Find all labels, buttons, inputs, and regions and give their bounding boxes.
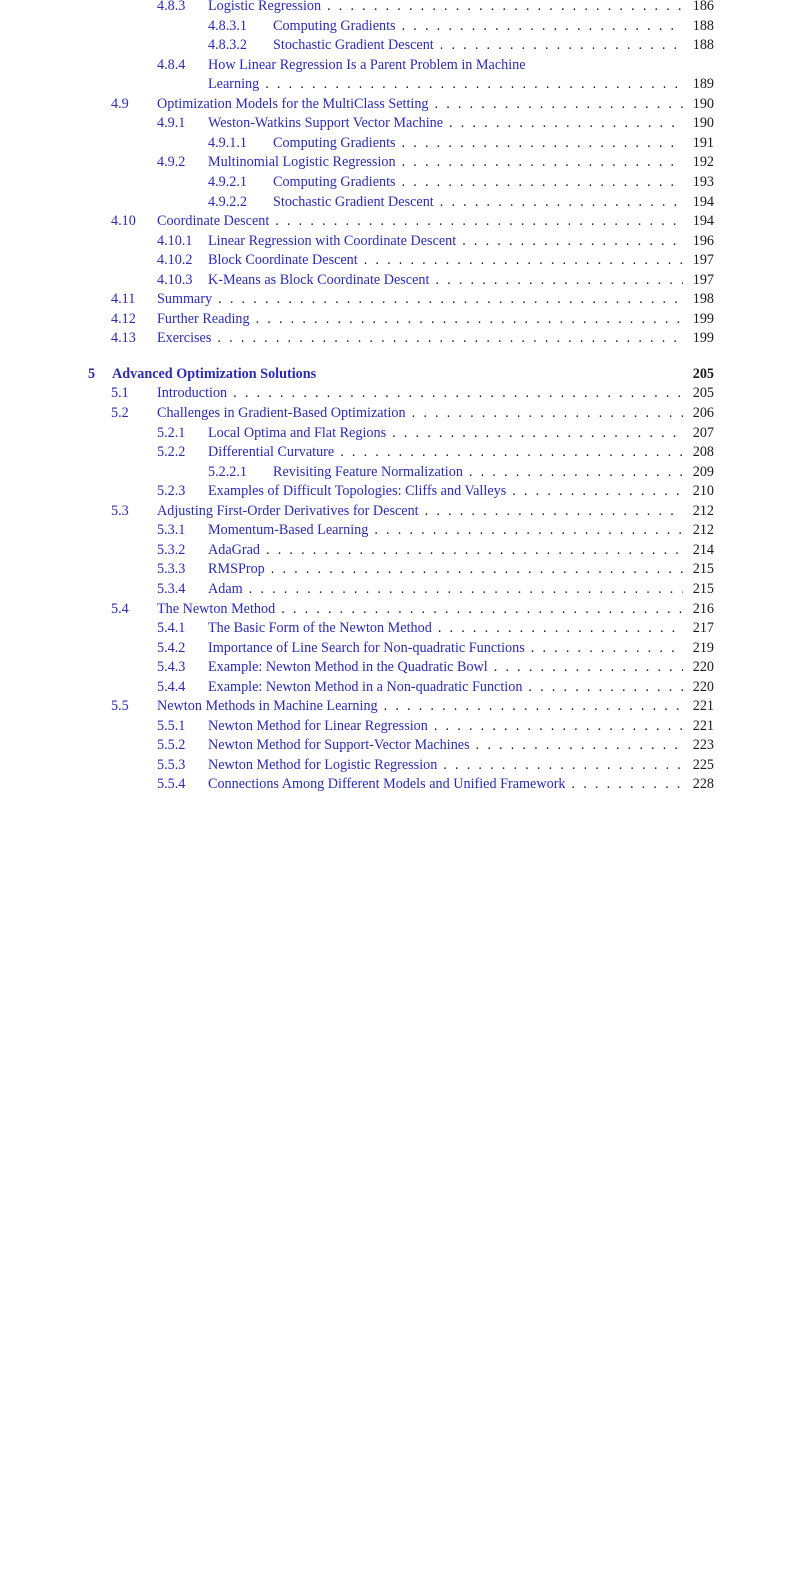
toc-entry-title[interactable]: RMSProp bbox=[208, 561, 265, 578]
toc-entry-title[interactable]: K-Means as Block Coordinate Descent bbox=[208, 271, 430, 288]
toc-entry[interactable] bbox=[0, 113, 800, 133]
toc-entry[interactable] bbox=[0, 270, 800, 290]
toc-entry-title-row bbox=[273, 172, 683, 192]
toc-entry-number: 4.10.3 bbox=[157, 271, 193, 288]
toc-entry-number: 5.5.4 bbox=[157, 776, 186, 793]
toc-entry[interactable] bbox=[0, 677, 800, 697]
toc-entry-title[interactable]: Optimization Models for the MultiClass Setting bbox=[157, 95, 429, 112]
toc-entry-title[interactable]: The Newton Method bbox=[157, 600, 276, 617]
toc-entry[interactable] bbox=[0, 501, 800, 521]
dot-leader bbox=[400, 152, 683, 172]
toc-entry-number: 4.8.3.1 bbox=[208, 17, 248, 34]
toc-entry-page-number: 199 bbox=[692, 310, 714, 327]
toc-entry-page-number: 205 bbox=[692, 385, 714, 402]
toc-entry-title-row bbox=[208, 618, 683, 638]
toc-entry-title[interactable]: Adam bbox=[208, 580, 243, 597]
toc-entry-title-row bbox=[208, 520, 683, 540]
toc-entry-page-number: 215 bbox=[692, 561, 714, 578]
toc-entry[interactable] bbox=[0, 309, 800, 329]
toc-entry[interactable] bbox=[0, 481, 800, 501]
dot-leader bbox=[447, 113, 683, 133]
dot-leader bbox=[436, 618, 683, 638]
toc-entry-page-number: 212 bbox=[692, 522, 714, 539]
toc-entry-page-number: 190 bbox=[692, 95, 714, 112]
toc-entry-title[interactable]: Momentum-Based Learning bbox=[208, 522, 369, 539]
toc-entry-title-row bbox=[208, 152, 683, 172]
toc-entry-page-number: 225 bbox=[692, 756, 714, 773]
dot-leader bbox=[460, 231, 683, 251]
toc-entry-title[interactable]: Block Coordinate Descent bbox=[208, 252, 358, 269]
toc-entry-title[interactable]: Computing Gradients bbox=[273, 173, 396, 190]
dot-leader bbox=[432, 716, 683, 736]
dot-leader bbox=[325, 0, 683, 16]
toc-entry-number: 5.4.4 bbox=[157, 678, 186, 695]
toc-entry-page-number: 190 bbox=[692, 115, 714, 132]
toc-entry[interactable] bbox=[0, 774, 800, 794]
toc-entry-title-row bbox=[157, 501, 683, 521]
toc-entry-page-number: 199 bbox=[692, 330, 714, 347]
toc-entry-page-number: 206 bbox=[692, 405, 714, 421]
dot-leader bbox=[390, 423, 683, 443]
toc-entry-title[interactable]: Exercises bbox=[157, 330, 212, 347]
toc-entry-title[interactable]: Stochastic Gradient Descent bbox=[273, 193, 434, 210]
dot-leader bbox=[410, 403, 683, 423]
toc-entry-number: 5.3.3 bbox=[157, 561, 186, 578]
toc-entry-title[interactable]: How Linear Regression Is a Parent Problem in Machine bbox=[208, 56, 526, 73]
toc-entry-page-number: 221 bbox=[692, 717, 714, 734]
toc-entry[interactable] bbox=[0, 383, 800, 403]
dot-leader bbox=[492, 657, 683, 677]
toc-entry-page-number: 207 bbox=[692, 424, 714, 441]
toc-entry-number: 5.4.3 bbox=[157, 659, 186, 676]
toc-entry-title[interactable]: Further Reading bbox=[157, 310, 250, 327]
toc-entry-title[interactable]: Advanced Optimization Solutions bbox=[112, 365, 317, 382]
toc-entry-page-number: 197 bbox=[692, 271, 714, 288]
toc-entry-title-row bbox=[273, 192, 683, 212]
toc-entry-page-number: 191 bbox=[692, 134, 714, 151]
dot-leader bbox=[338, 442, 683, 462]
toc-entry-title[interactable]: Example: Newton Method in the Quadratic Bowl bbox=[208, 659, 488, 676]
toc-entry-page-number: 194 bbox=[692, 213, 714, 230]
toc-entry[interactable] bbox=[0, 657, 800, 677]
toc-entry-page-number: 215 bbox=[692, 580, 714, 597]
dot-leader bbox=[526, 677, 683, 697]
dot-leader bbox=[433, 94, 683, 114]
dot-leader bbox=[474, 735, 683, 755]
toc-entry-title-row bbox=[157, 289, 683, 309]
toc-entry[interactable] bbox=[0, 94, 800, 114]
dot-leader bbox=[372, 520, 683, 540]
toc-entry[interactable] bbox=[0, 250, 800, 270]
toc-entry-title[interactable]: Computing Gradients bbox=[273, 134, 396, 151]
toc-entry[interactable] bbox=[0, 35, 800, 55]
dot-leader bbox=[570, 774, 683, 794]
toc-entry-number: 5.2 bbox=[111, 405, 129, 421]
toc-entry-title-row bbox=[157, 328, 683, 348]
toc-entry-title-row bbox=[208, 579, 683, 599]
dot-leader bbox=[216, 289, 683, 309]
dot-leader bbox=[400, 133, 683, 153]
toc-entry-title-row bbox=[273, 16, 683, 36]
toc-entry-title[interactable]: Examples of Difficult Topologies: Cliffs and Valleys bbox=[208, 483, 507, 500]
toc-entry[interactable] bbox=[0, 16, 800, 36]
toc-entry[interactable] bbox=[0, 192, 800, 212]
toc-entry-title-row bbox=[208, 677, 683, 697]
toc-entry-title[interactable]: Challenges in Gradient-Based Optimization bbox=[157, 405, 406, 421]
toc-entry-title[interactable]: Computing Gradients bbox=[273, 17, 396, 34]
toc-entry-title-row bbox=[157, 403, 683, 423]
toc-entry-title-row bbox=[157, 383, 683, 403]
toc-entry-title-row bbox=[273, 35, 683, 55]
toc-entry[interactable] bbox=[0, 579, 800, 599]
dot-leader bbox=[231, 383, 683, 403]
toc-entry-title-row bbox=[208, 481, 683, 501]
toc-entry-number: 5.3 bbox=[111, 502, 129, 519]
toc-entry[interactable] bbox=[0, 0, 800, 16]
toc-entry-title-row bbox=[208, 774, 683, 794]
toc-entry-page-number: 221 bbox=[692, 698, 714, 715]
toc-entry-number: 5.5.2 bbox=[157, 737, 186, 754]
toc-entry-title-row bbox=[208, 755, 683, 775]
dot-leader bbox=[215, 328, 683, 348]
dot-leader bbox=[423, 501, 683, 521]
toc-entry-page-number: 220 bbox=[692, 659, 714, 676]
toc-entry[interactable] bbox=[0, 74, 800, 94]
dot-leader bbox=[279, 599, 683, 619]
toc-entry[interactable] bbox=[0, 403, 800, 423]
toc-entry-number: 4.12 bbox=[111, 310, 136, 327]
toc-entry-page-number: 186 bbox=[692, 0, 714, 14]
toc-entry-page-number: 228 bbox=[692, 776, 714, 793]
toc-entry-number: 5.3.2 bbox=[157, 541, 186, 558]
toc-entry-number: 5.5.3 bbox=[157, 756, 186, 773]
toc-entry-title[interactable]: Newton Methods in Machine Learning bbox=[157, 698, 378, 715]
toc-entry-number: 5.5.1 bbox=[157, 717, 186, 734]
toc-entry-title-row bbox=[208, 270, 683, 290]
toc-entry[interactable] bbox=[0, 520, 800, 540]
toc-entry-number: 4.13 bbox=[111, 330, 136, 347]
toc-entry-title[interactable]: Weston-Watkins Support Vector Machine bbox=[208, 115, 444, 132]
toc-entry-title-row bbox=[157, 696, 683, 716]
toc-entry-title-row bbox=[208, 657, 683, 677]
dot-leader bbox=[441, 755, 683, 775]
toc-entry-page-number: 189 bbox=[692, 76, 714, 93]
toc-entry-title[interactable]: Introduction bbox=[157, 385, 228, 402]
toc-entry-title-row bbox=[208, 55, 683, 75]
toc-entry-title[interactable]: Stochastic Gradient Descent bbox=[273, 37, 434, 54]
toc-entry-title-row bbox=[208, 250, 683, 270]
toc-entry-number: 4.10 bbox=[111, 213, 136, 230]
toc-entry-number: 5.2.1 bbox=[157, 424, 186, 441]
dot-leader bbox=[362, 250, 683, 270]
toc-entry-page-number: 197 bbox=[692, 252, 714, 269]
toc-entry-page-number: 208 bbox=[692, 444, 714, 461]
toc-entry[interactable] bbox=[0, 462, 800, 482]
toc-entry-number: 4.9.1 bbox=[157, 115, 186, 132]
toc-entry-title[interactable]: Coordinate Descent bbox=[157, 213, 270, 230]
toc-entry-page-number: 198 bbox=[692, 291, 714, 308]
dot-leader bbox=[510, 481, 683, 501]
toc-entry[interactable] bbox=[0, 559, 800, 579]
toc-entry-number: 5 bbox=[88, 365, 96, 382]
toc-entry-page-number: 220 bbox=[692, 678, 714, 695]
toc-entry-page-number: 212 bbox=[692, 502, 714, 519]
dot-leader bbox=[400, 16, 683, 36]
toc-entry-page-number: 214 bbox=[692, 541, 714, 558]
toc-entry-title[interactable]: Differential Curvature bbox=[208, 444, 335, 461]
dot-leader bbox=[273, 211, 683, 231]
toc-entry-number: 5.4 bbox=[111, 600, 129, 617]
toc-entry-title[interactable]: The Basic Form of the Newton Method bbox=[208, 620, 432, 637]
toc-entry-title-row bbox=[157, 309, 683, 329]
toc-entry-title[interactable]: Connections Among Different Models and Unified Framework bbox=[208, 776, 566, 793]
toc-entry-number: 4.8.4 bbox=[157, 56, 186, 73]
toc-entry-title[interactable]: Importance of Line Search for Non-quadratic Functions bbox=[208, 639, 525, 656]
toc-entry-number: 5.2.2 bbox=[157, 444, 186, 461]
toc-entry[interactable] bbox=[0, 423, 800, 443]
toc-entry-title[interactable]: Linear Regression with Coordinate Descent bbox=[208, 232, 457, 249]
toc-entry-number: 5.2.3 bbox=[157, 483, 186, 500]
toc-entry-title[interactable]: Summary bbox=[157, 291, 213, 308]
toc-entry-title-row bbox=[208, 540, 683, 560]
toc-entry-number: 4.8.3.2 bbox=[208, 37, 248, 54]
toc-entry-number: 4.11 bbox=[111, 291, 136, 308]
dot-leader bbox=[247, 579, 683, 599]
dot-leader bbox=[438, 35, 683, 55]
toc-entry-title-row bbox=[208, 423, 683, 443]
toc-entry-title[interactable]: Revisiting Feature Normalization bbox=[273, 463, 463, 480]
toc-entry-page-number: 205 bbox=[692, 365, 714, 382]
dot-leader bbox=[264, 540, 683, 560]
toc-entry[interactable] bbox=[0, 716, 800, 736]
toc-entry[interactable] bbox=[0, 152, 800, 172]
toc-entry-title[interactable]: Newton Method for Support-Vector Machines bbox=[208, 737, 470, 754]
toc-entry-number: 4.9.2.1 bbox=[208, 173, 248, 190]
toc-entry-title-row bbox=[273, 462, 683, 482]
toc-entry[interactable] bbox=[0, 755, 800, 775]
toc-entry[interactable] bbox=[0, 211, 800, 231]
toc-entry[interactable] bbox=[0, 289, 800, 309]
toc-entry-title-row bbox=[208, 638, 683, 658]
toc-entry-number: 5.3.4 bbox=[157, 580, 186, 597]
toc-entry[interactable] bbox=[0, 133, 800, 153]
dot-leader bbox=[467, 462, 683, 482]
toc-entry-page-number: 194 bbox=[692, 193, 714, 210]
toc-entry-title-row bbox=[208, 231, 683, 251]
toc-chapter-entry[interactable] bbox=[0, 364, 800, 384]
toc-entry-number: 4.9 bbox=[111, 95, 129, 112]
toc-entry-title[interactable]: Local Optima and Flat Regions bbox=[208, 424, 387, 441]
toc-entry-title-row bbox=[208, 559, 683, 579]
dot-leader bbox=[400, 172, 683, 192]
toc-entry-page-number: 219 bbox=[692, 639, 714, 656]
toc-entry-title[interactable]: Adjusting First-Order Derivatives for Descent bbox=[157, 502, 419, 519]
toc-entry-title[interactable]: AdaGrad bbox=[208, 541, 260, 558]
toc-entry-page-number: 196 bbox=[692, 232, 714, 249]
toc-entry[interactable] bbox=[0, 696, 800, 716]
toc-entry-title-row bbox=[157, 94, 683, 114]
toc-entry[interactable] bbox=[0, 328, 800, 348]
dot-leader bbox=[438, 192, 683, 212]
dot-leader bbox=[263, 74, 683, 94]
toc-entry[interactable] bbox=[0, 618, 800, 638]
toc-entry[interactable] bbox=[0, 442, 800, 462]
toc-entry-title[interactable]: Newton Method for Linear Regression bbox=[208, 717, 428, 734]
toc-entry-title-row bbox=[208, 442, 683, 462]
toc-entry-title-row bbox=[208, 735, 683, 755]
toc-entry-page-number: 223 bbox=[692, 737, 714, 754]
toc-entry-number: 4.10.2 bbox=[157, 252, 193, 269]
toc-entry-number: 5.2.2.1 bbox=[208, 463, 248, 480]
toc-entry-number: 4.9.1.1 bbox=[208, 134, 248, 151]
toc-entry-title-row bbox=[208, 113, 683, 133]
dot-leader bbox=[382, 696, 683, 716]
toc-entry-title-row bbox=[208, 74, 683, 94]
toc-entry-title-row bbox=[208, 0, 683, 16]
toc-entry-page-number: 210 bbox=[692, 483, 714, 500]
toc-entry-page-number: 216 bbox=[692, 600, 714, 617]
toc-entry-number: 4.8.3 bbox=[157, 0, 186, 14]
toc-entry-number: 4.9.2 bbox=[157, 154, 186, 171]
toc-entry[interactable] bbox=[0, 599, 800, 619]
dot-leader bbox=[254, 309, 683, 329]
toc-entry-page-number: 193 bbox=[692, 173, 714, 190]
toc-entry-title-row bbox=[112, 364, 683, 384]
toc-entry[interactable] bbox=[0, 638, 800, 658]
toc-entry-page-number: 188 bbox=[692, 17, 714, 34]
toc-entry-number: 5.4.2 bbox=[157, 639, 186, 656]
toc-entry-number: 5.3.1 bbox=[157, 522, 186, 539]
toc-entry[interactable] bbox=[0, 735, 800, 755]
dot-leader bbox=[269, 559, 683, 579]
toc-entry-title[interactable]: Example: Newton Method in a Non-quadratic Function bbox=[208, 678, 523, 695]
toc-entry-number: 5.4.1 bbox=[157, 620, 186, 637]
toc-entry-number: 4.9.2.2 bbox=[208, 193, 248, 210]
toc-entry-number: 5.5 bbox=[111, 698, 129, 715]
toc-entry[interactable] bbox=[0, 172, 800, 192]
toc-entry-page-number: 209 bbox=[692, 463, 714, 480]
toc-entry-title-row bbox=[157, 211, 683, 231]
toc-entry-title[interactable]: Newton Method for Logistic Regression bbox=[208, 756, 438, 773]
toc-entry[interactable] bbox=[0, 540, 800, 560]
toc-entry-title-row bbox=[273, 133, 683, 153]
toc-entry-page-number: 192 bbox=[692, 154, 714, 171]
toc-entry-number: 5.1 bbox=[111, 385, 129, 402]
dot-leader bbox=[529, 638, 683, 658]
toc-entry-title-row bbox=[157, 599, 683, 619]
toc-entry-page-number: 188 bbox=[692, 37, 714, 54]
toc-entry[interactable] bbox=[0, 55, 800, 75]
toc-entry-title-row bbox=[208, 716, 683, 736]
toc-entry-title[interactable]: Multinomial Logistic Regression bbox=[208, 154, 396, 171]
dot-leader bbox=[433, 270, 683, 290]
toc-entry-number: 4.10.1 bbox=[157, 232, 193, 249]
toc-entry-title[interactable]: Learning bbox=[208, 76, 260, 93]
toc-entry-page-number: 217 bbox=[692, 620, 714, 637]
toc-entry-title[interactable]: Logistic Regression bbox=[208, 0, 322, 14]
toc-entry[interactable] bbox=[0, 231, 800, 251]
